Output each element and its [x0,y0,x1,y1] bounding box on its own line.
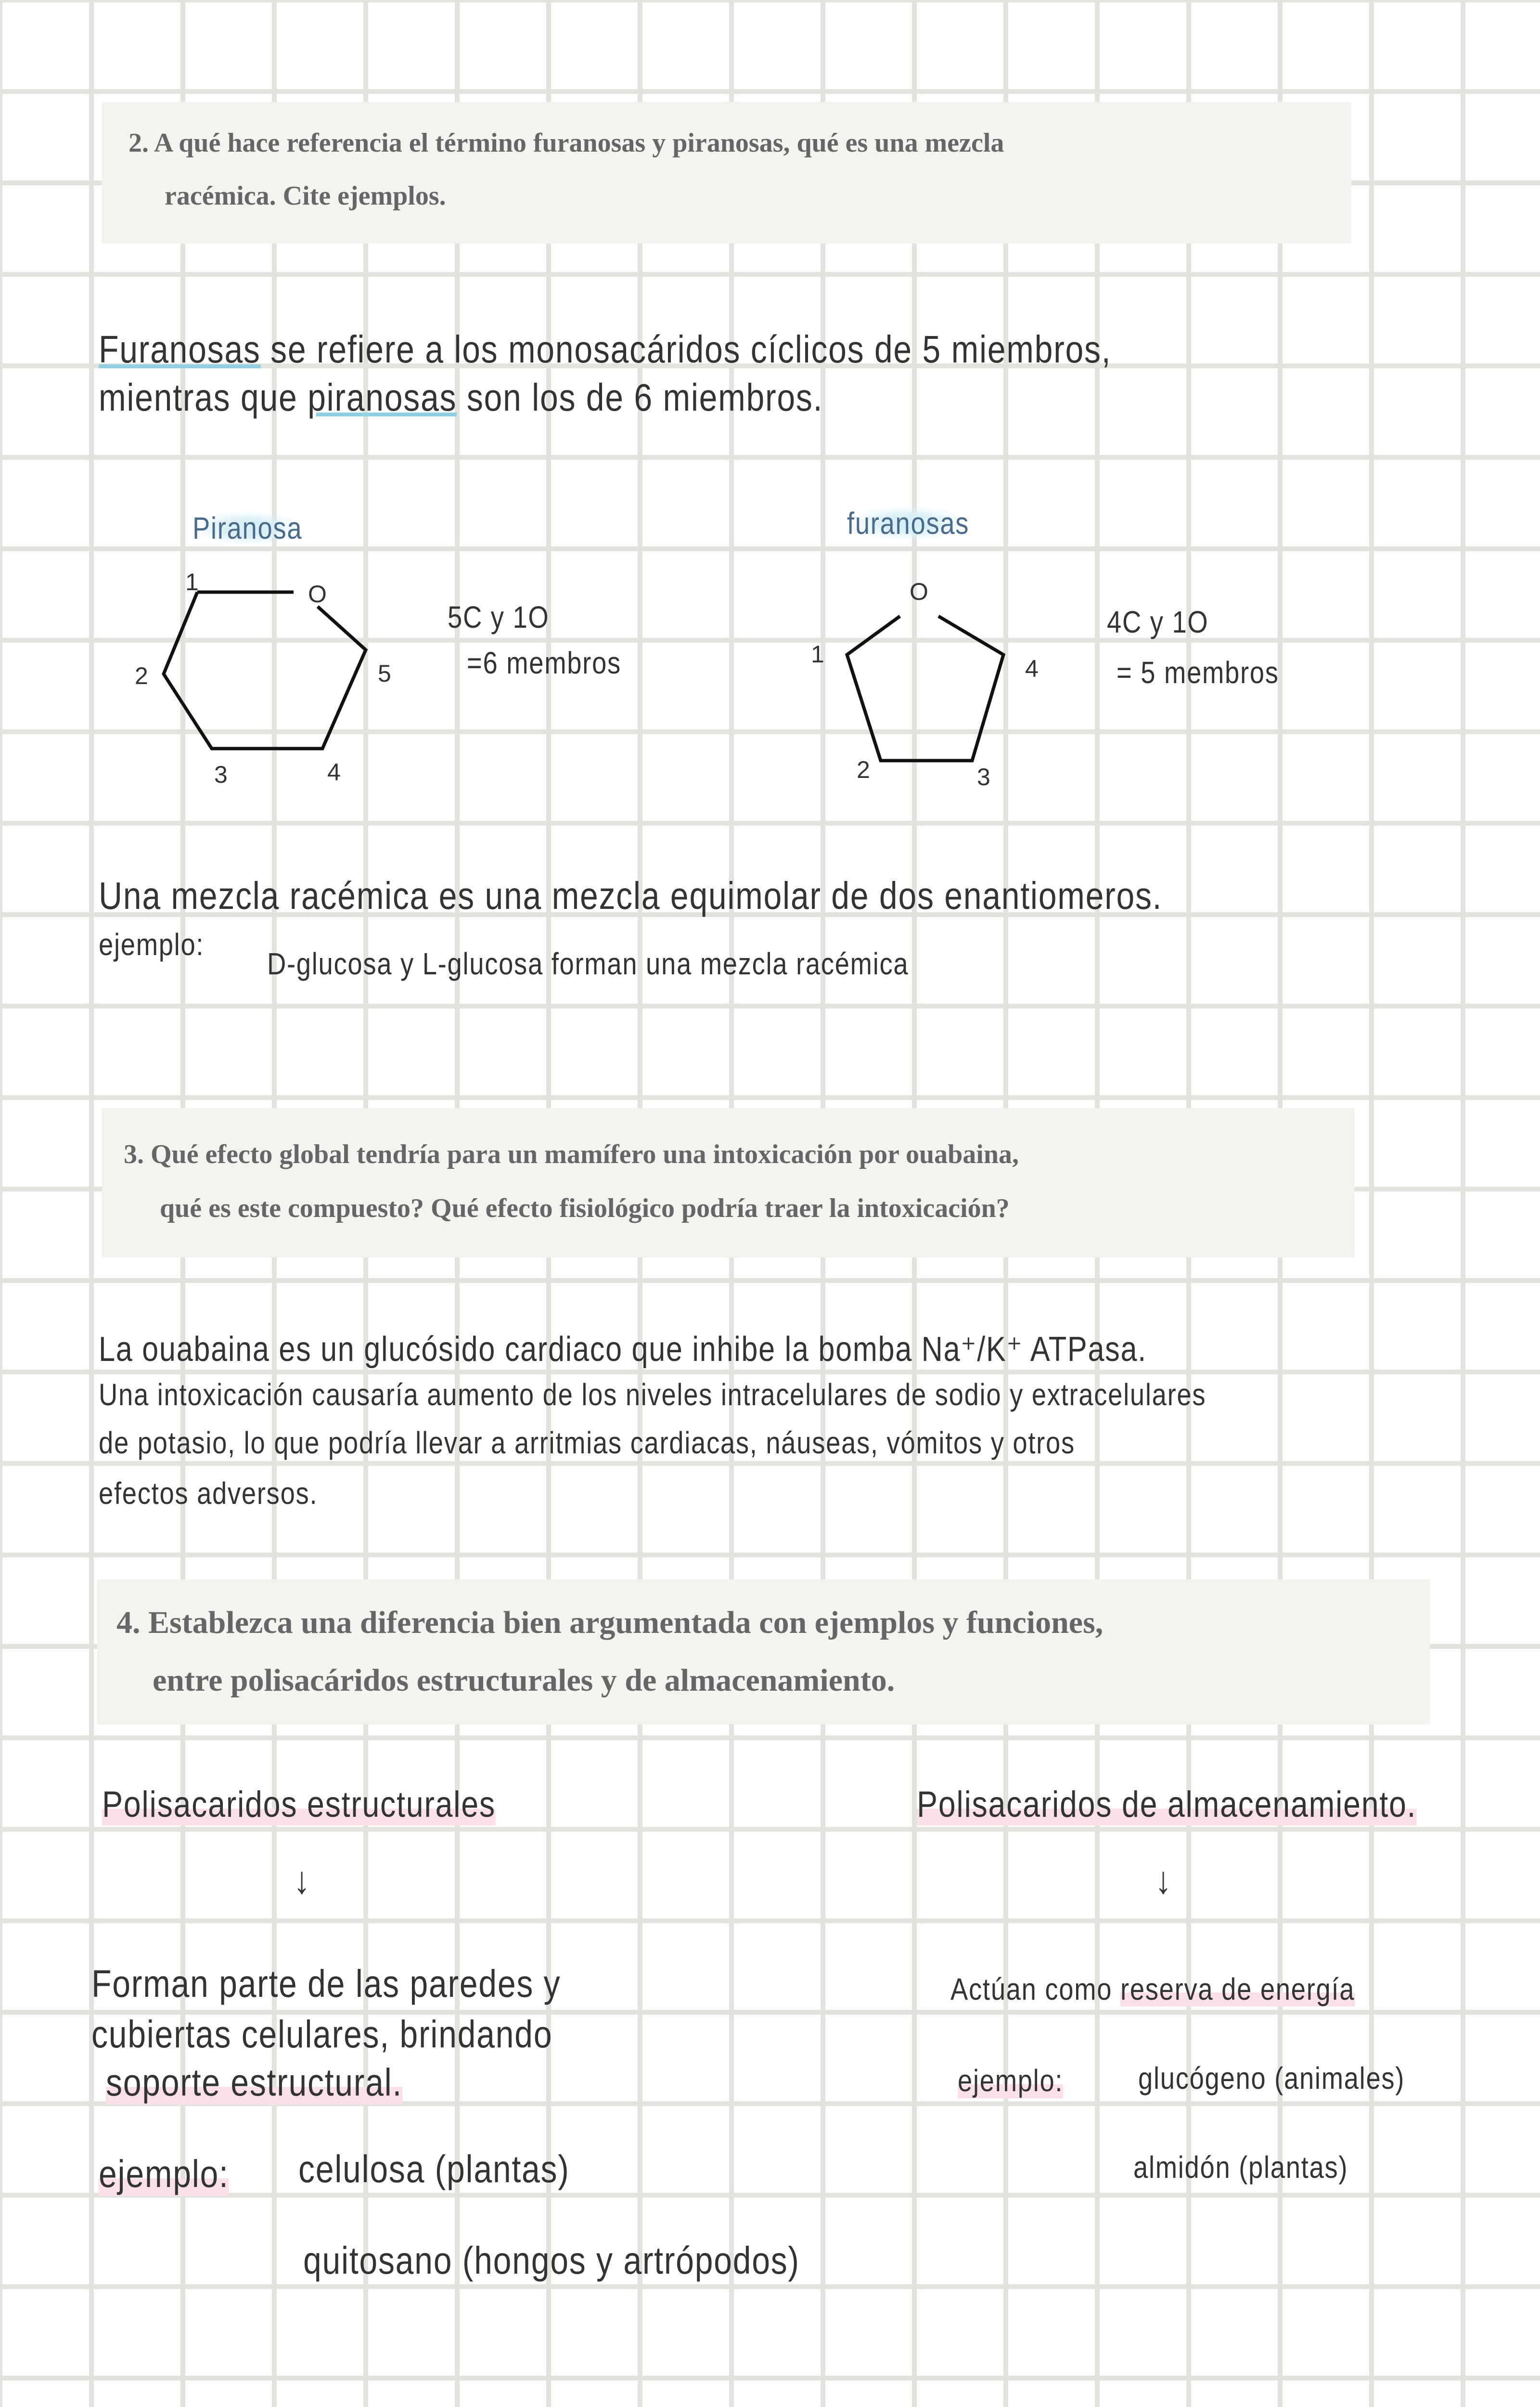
pyranose-o: O [308,581,327,608]
question-3-line2: qué es este compuesto? Qué efecto fisiológico podría traer la intoxicación? [160,1193,1010,1223]
answer-2-text: son los de 6 miembros. [457,376,823,419]
structural-example2: quitosano (hongos y artrópodos) [303,2239,800,2282]
storage-desc [950,1971,1355,2007]
storage-example2: almidón (plantas) [1133,2150,1348,2185]
storage-arrow: ↓ [1155,1859,1172,1902]
question-2-box [102,102,1351,244]
furanose-note1: 4C y 1O [1107,605,1209,639]
furanose-c4: 4 [1025,655,1039,682]
term-furanosas: Furanosas [99,328,261,371]
structural-title: Polisacaridos estructurales [102,1784,496,1825]
furanose-o: O [910,578,928,605]
answer-3-line2: Una intoxicación causaría aumento de los niveles intracelulares de sodio y extracelulares [99,1377,1206,1412]
answer-3-line1: La ouabaina es un glucósido cardiaco que inhibe la bomba Na⁺/K⁺ ATPasa. [99,1330,1147,1369]
answer-3-line4: efectos adversos. [99,1476,318,1511]
pyranose-note2: =6 membros [467,646,621,680]
racemic-example: D-glucosa y L-glucosa forman una mezcla racémica [267,946,909,981]
storage-example1: glucógeno (animales) [1138,2061,1405,2096]
question-4-box [97,1579,1430,1724]
pyranose-c3: 3 [214,761,228,788]
term-piranosas: piranosas [308,376,457,419]
question-2-line2: racémica. Cite ejemplos. [165,181,446,211]
question-3-box [102,1108,1354,1257]
furanosa-label: furanosas [847,506,970,541]
pyranose-note1: 5C y 1O [448,600,550,634]
pyranose-c2: 2 [135,662,148,689]
piranosa-label: Piranosa [192,511,303,545]
answer-2-text: mientras que [99,376,308,419]
pyranose-c5: 5 [378,660,391,687]
structural-example-label: ejemplo: [99,2152,229,2195]
structural-arrow: ↓ [294,1859,311,1902]
furanose-ring [818,597,1040,789]
pyranose-ring [135,578,404,770]
pyranose-c4: 4 [327,759,341,786]
pyranose-c1: 1 [185,569,199,595]
answer-2-text: se refiere a los monosacáridos cíclicos de 5 miembros, [260,328,1112,371]
structural-desc2: cubiertas celulares, brindando [91,2013,553,2056]
furanose-c1: 1 [811,641,824,668]
answer-3-line3: de potasio, lo que podría llevar a arritmias cardiacas, náuseas, vómitos y otros [99,1425,1075,1460]
racemic-example-label: ejemplo: [99,927,205,962]
answer-2-line2 [99,375,823,420]
furanose-c3: 3 [977,764,990,790]
furanose-note2: = 5 membros [1116,655,1279,690]
storage-example-label: ejemplo: [958,2063,1064,2098]
furanose-c2: 2 [857,756,870,783]
storage-title: Polisacaridos de almacenamiento. [917,1784,1417,1825]
structural-example1: celulosa (plantas) [298,2148,570,2190]
question-4-line2: entre polisacáridos estructurales y de almacenamiento. [153,1663,895,1698]
structural-desc3: soporte estructural. [106,2061,403,2104]
storage-desc-highlight: reserva de energía [1120,1972,1355,2006]
racemic-definition: Una mezcla racémica es una mezcla equimolar de dos enantiomeros. [99,874,1163,917]
question-3-line1: 3. Qué efecto global tendría para un mamífero una intoxicación por ouabaina, [124,1139,1019,1169]
question-2-line1: 2. A qué hace referencia el término furanosas y piranosas, qué es una mezcla [128,128,1004,158]
structural-desc1: Forman parte de las paredes y [91,1962,561,2005]
storage-desc-text: Actúan como [950,1972,1121,2006]
answer-2-line1 [99,327,1111,372]
question-4-line1: 4. Establezca una diferencia bien argumentada con ejemplos y funciones, [116,1605,1104,1640]
